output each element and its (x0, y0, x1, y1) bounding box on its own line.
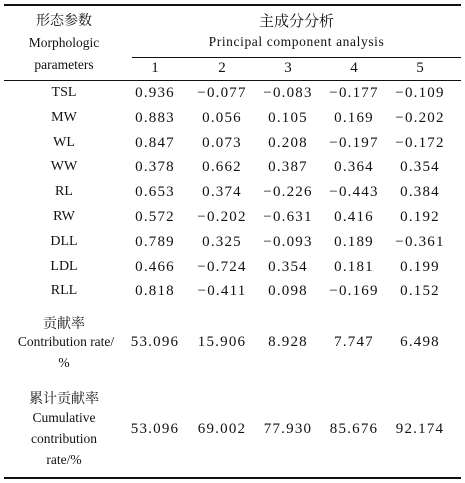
loading-cell: −0.083 (263, 85, 313, 101)
loading-cell: 0.192 (400, 209, 440, 225)
loading-cell: 0.374 (202, 184, 242, 201)
loading-cell: 0.818 (135, 283, 175, 300)
loading-cell: 0.169 (334, 109, 374, 126)
loading-cell: 0.189 (334, 233, 374, 250)
row-label-ldl: LDL (50, 258, 78, 274)
loading-cell: 0.936 (135, 85, 175, 101)
row-label-mw: MW (51, 109, 77, 125)
loading-cell: 0.056 (202, 109, 242, 126)
cumulative-value: 85.676 (329, 421, 379, 437)
contribution-label-zh: 贡献率 (43, 316, 85, 332)
loading-cell: −0.177 (329, 85, 379, 101)
loading-cell: 0.073 (202, 134, 242, 151)
loading-cell: −0.361 (395, 233, 445, 250)
loading-cell: −0.202 (197, 209, 247, 225)
loading-cell: 0.653 (135, 184, 175, 201)
loading-cell: −0.443 (329, 184, 379, 201)
loading-cell: 0.384 (400, 184, 440, 201)
loading-cell: 0.662 (202, 159, 242, 176)
loading-cell: 0.847 (135, 134, 175, 151)
param-label-en-2: parameters (34, 57, 94, 72)
loading-cell: 0.105 (268, 109, 308, 126)
contribution-value: 8.928 (268, 334, 308, 350)
row-label-rw: RW (53, 209, 75, 224)
cumulative-value: 53.096 (130, 421, 180, 437)
loading-cell: −0.197 (329, 134, 379, 151)
loading-cell: −0.411 (197, 283, 247, 300)
cumulative-label-en-1: Cumulative (32, 410, 96, 425)
component-2-header: 2 (218, 60, 226, 76)
component-1-header: 1 (151, 60, 159, 76)
row-label-rl: RL (55, 184, 73, 200)
loading-cell: −0.169 (329, 283, 379, 300)
param-label-en-1: Morphologic (28, 35, 100, 50)
row-label-dll: DLL (50, 233, 78, 249)
loading-cell: 0.325 (202, 233, 242, 250)
loading-cell: 0.354 (268, 258, 308, 275)
loading-cell: −0.226 (263, 184, 313, 201)
loading-cell: −0.093 (263, 233, 313, 250)
loading-cell: 0.199 (400, 258, 440, 275)
contribution-label-en-2: % (58, 355, 70, 370)
pca-underline (132, 57, 461, 58)
contribution-value: 15.906 (197, 334, 247, 350)
loading-cell: 0.378 (135, 159, 175, 176)
row-label-wl: WL (53, 134, 75, 150)
loading-cell: 0.387 (268, 159, 308, 176)
loading-cell: −0.109 (395, 85, 445, 101)
pca-label-en: Principal component analysis (208, 34, 385, 49)
row-label-tsl: TSL (51, 85, 77, 100)
loading-cell: 0.208 (268, 134, 308, 151)
component-5-header: 5 (416, 60, 424, 76)
cumulative-label-en-3: rate/% (46, 452, 82, 467)
loading-cell: 0.572 (135, 209, 175, 225)
cumulative-label-zh: 累计贡献率 (29, 391, 99, 407)
loading-cell: −0.202 (395, 109, 445, 126)
bottom-rule (4, 477, 461, 479)
header-rule (4, 80, 461, 81)
component-4-header: 4 (350, 60, 358, 76)
param-label-zh: 形态参数 (36, 13, 92, 29)
row-label-ww: WW (50, 159, 78, 175)
cumulative-value: 69.002 (197, 421, 247, 437)
cumulative-value: 77.930 (263, 421, 313, 437)
contribution-label-en-1: Contribution rate/ (17, 334, 115, 349)
loading-cell: 0.416 (334, 209, 374, 225)
loading-cell: 0.152 (400, 283, 440, 300)
contribution-value: 53.096 (130, 334, 180, 350)
contribution-value: 7.747 (334, 334, 374, 350)
loading-cell: −0.172 (395, 134, 445, 151)
top-rule (4, 4, 461, 6)
component-3-header: 3 (284, 60, 292, 76)
loading-cell: −0.077 (197, 85, 247, 101)
cumulative-value: 92.174 (395, 421, 445, 437)
loading-cell: 0.466 (135, 258, 175, 275)
loading-cell: −0.631 (263, 209, 313, 225)
loading-cell: 0.354 (400, 159, 440, 176)
loading-cell: 0.098 (268, 283, 308, 300)
row-label-rll: RLL (50, 283, 78, 299)
loading-cell: 0.789 (135, 233, 175, 250)
loading-cell: 0.883 (135, 109, 175, 126)
loading-cell: 0.181 (334, 258, 374, 275)
contribution-value: 6.498 (400, 334, 440, 350)
loading-cell: 0.364 (334, 159, 374, 176)
cumulative-label-en-2: contribution (31, 431, 97, 446)
loading-cell: −0.724 (197, 258, 247, 275)
pca-label-zh: 主成分分析 (258, 12, 334, 30)
